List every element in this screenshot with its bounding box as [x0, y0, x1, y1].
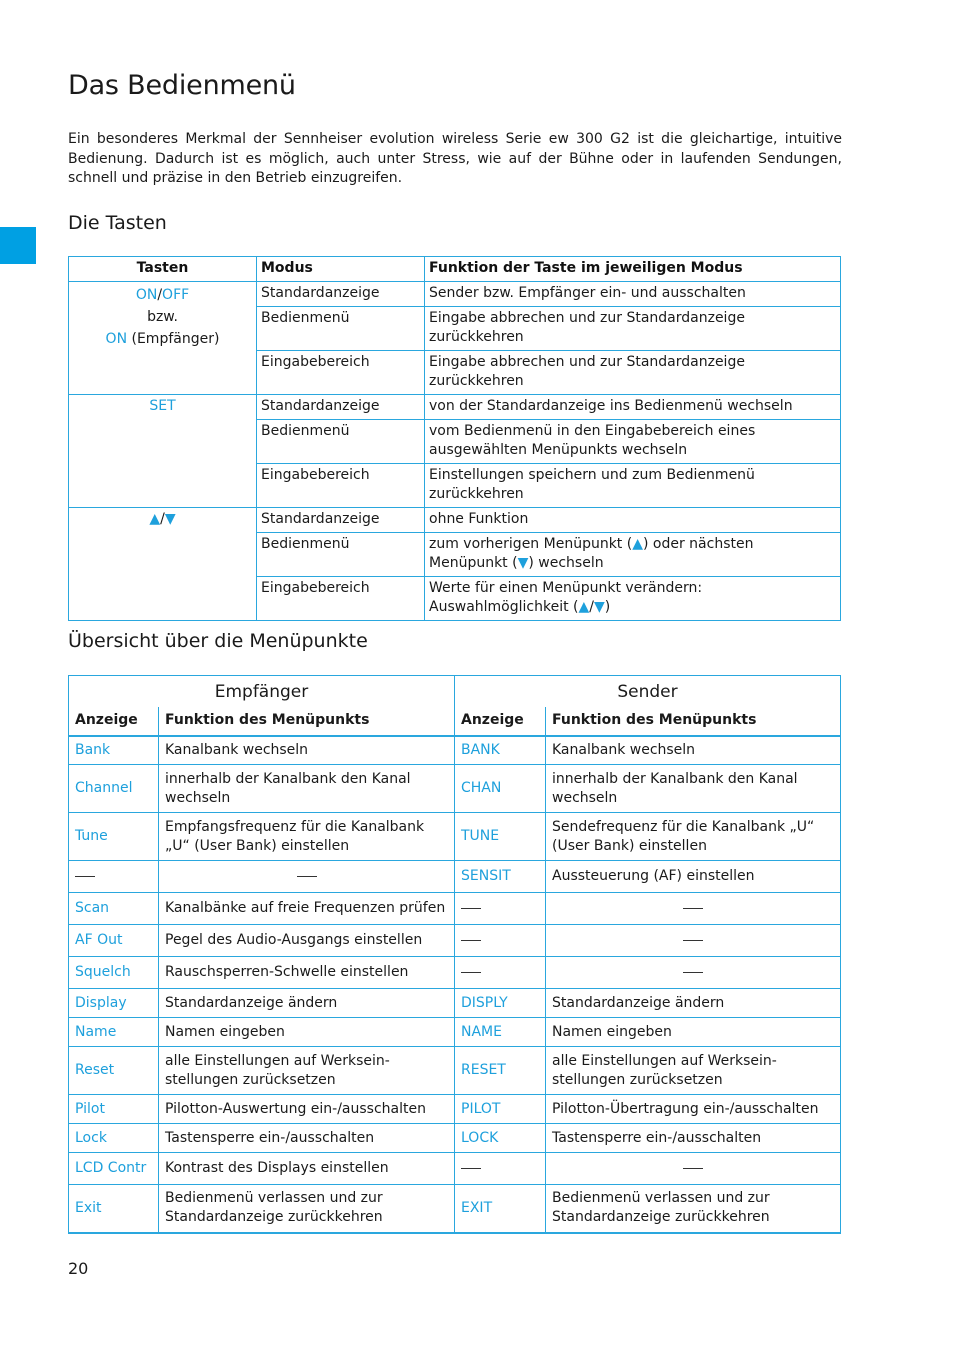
- key-slash: /: [157, 287, 163, 303]
- page-title: Das Bedienmenü: [68, 70, 296, 101]
- sender-display-cell: NAME: [455, 1018, 546, 1047]
- group-receiver: Empfänger: [69, 676, 455, 707]
- key-label-on-receiver: ON: [105, 331, 128, 347]
- empty-dash: [461, 908, 481, 909]
- table-row: [69, 1153, 841, 1185]
- empty-dash: [683, 908, 703, 909]
- receiver-display-cell: [69, 861, 159, 893]
- mode-cell: Bedienmenü: [257, 533, 425, 577]
- sender-function-cell: [546, 1153, 841, 1185]
- key-label-set: SET: [149, 398, 176, 414]
- table-row: [69, 282, 841, 307]
- empty-dash: [683, 1168, 703, 1169]
- sender-display-cell: [455, 925, 546, 957]
- receiver-display-cell: Squelch: [69, 957, 159, 989]
- table-row: [69, 989, 841, 1018]
- sender-display-cell: [455, 957, 546, 989]
- function-text: Werte für einen Menüpunkt verändern: Auswahlmöglichkeit (: [429, 580, 703, 615]
- table-row: [69, 1018, 841, 1047]
- header-receiver-function: Funktion des Menüpunkts: [159, 707, 455, 736]
- receiver-display-cell: Reset: [69, 1047, 159, 1095]
- sender-function-cell: Bedienmenü verlassen und zur Standardanzeige zurückkehren: [546, 1185, 841, 1233]
- up-arrow-icon: ▲: [149, 511, 161, 527]
- empty-dash: [461, 1168, 481, 1169]
- empty-dash: [75, 876, 95, 877]
- sender-display-cell: BANK: [455, 736, 546, 765]
- sender-function-cell: Aussteuerung (AF) einstellen: [546, 861, 841, 893]
- up-arrow-icon: ▲: [578, 599, 590, 615]
- receiver-function-cell: Namen eingeben: [159, 1018, 455, 1047]
- sender-function-cell: [546, 957, 841, 989]
- mode-cell: Standardanzeige: [257, 508, 425, 533]
- table-row: [69, 1185, 841, 1233]
- mode-cell: Standardanzeige: [257, 395, 425, 420]
- key-label-receiver: (Empfänger): [131, 331, 220, 347]
- key-up-down: [69, 508, 257, 621]
- keys-table: [68, 256, 841, 621]
- header-sender-function: Funktion des Menüpunkts: [546, 707, 841, 736]
- table-row: [69, 508, 841, 533]
- receiver-function-cell: Pegel des Audio-Ausgangs einstellen: [159, 925, 455, 957]
- receiver-function-cell: Pilotton-Auswertung ein-/ausschalten: [159, 1095, 455, 1124]
- sender-display-cell: RESET: [455, 1047, 546, 1095]
- mode-cell: Standardanzeige: [257, 282, 425, 307]
- header-keys: Tasten: [69, 257, 257, 282]
- receiver-function-cell: alle Einstellungen auf Werksein- stellungen zurücksetzen: [159, 1047, 455, 1095]
- receiver-display-cell: Scan: [69, 893, 159, 925]
- section-heading-keys: Die Tasten: [68, 212, 167, 234]
- down-arrow-icon: ▼: [164, 511, 176, 527]
- sender-display-cell: PILOT: [455, 1095, 546, 1124]
- down-arrow-icon: ▼: [594, 599, 605, 615]
- up-arrow-icon: ▲: [632, 536, 643, 552]
- table-row: [69, 765, 841, 813]
- function-cell: [425, 577, 841, 621]
- function-cell: ohne Funktion: [425, 508, 841, 533]
- receiver-function-cell: Rauschsperren-Schwelle einstellen: [159, 957, 455, 989]
- header-sender-display: Anzeige: [455, 707, 546, 736]
- empty-dash: [461, 972, 481, 973]
- sender-function-cell: innerhalb der Kanalbank den Kanal wechseln: [546, 765, 841, 813]
- empty-dash: [461, 940, 481, 941]
- table-row: [69, 813, 841, 861]
- function-cell: Eingabe abbrechen und zur Standardanzeige zurückkehren: [425, 351, 841, 395]
- header-function: Funktion der Taste im jeweiligen Modus: [425, 257, 841, 282]
- function-text: ) oder nächsten Menüpunkt (: [429, 536, 754, 571]
- table-row: [69, 395, 841, 420]
- function-cell: Eingabe abbrechen und zur Standardanzeige zurückkehren: [425, 307, 841, 351]
- empty-dash: [297, 876, 317, 877]
- mode-cell: Eingabebereich: [257, 577, 425, 621]
- receiver-display-cell: Exit: [69, 1185, 159, 1233]
- function-cell: von der Standardanzeige ins Bedienmenü wechseln: [425, 395, 841, 420]
- table-row: [69, 1047, 841, 1095]
- mode-cell: Eingabebereich: [257, 351, 425, 395]
- receiver-function-cell: Kanalbank wechseln: [159, 736, 455, 765]
- receiver-function-cell: Kanalbänke auf freie Frequenzen prüfen: [159, 893, 455, 925]
- table-row: [69, 1124, 841, 1153]
- receiver-display-cell: Lock: [69, 1124, 159, 1153]
- function-cell: Einstellungen speichern und zum Bedienmenü zurückkehren: [425, 464, 841, 508]
- sender-function-cell: Tastensperre ein-/ausschalten: [546, 1124, 841, 1153]
- receiver-function-cell: Kontrast des Displays einstellen: [159, 1153, 455, 1185]
- sender-display-cell: TUNE: [455, 813, 546, 861]
- mode-cell: Bedienmenü: [257, 307, 425, 351]
- key-label-off: OFF: [162, 287, 190, 303]
- mode-cell: Bedienmenü: [257, 420, 425, 464]
- sender-function-cell: Pilotton-Übertragung ein-/ausschalten: [546, 1095, 841, 1124]
- receiver-function-cell: Empfangsfrequenz für die Kanalbank „U“ (User Bank) einstellen: [159, 813, 455, 861]
- sender-function-cell: [546, 925, 841, 957]
- group-header-row: [69, 676, 841, 707]
- key-slash: /: [160, 511, 165, 527]
- function-text: zum vorherigen Menüpunkt (: [429, 536, 633, 552]
- sender-function-cell: Namen eingeben: [546, 1018, 841, 1047]
- receiver-display-cell: LCD Contr: [69, 1153, 159, 1185]
- table-row: [69, 1095, 841, 1124]
- empty-dash: [683, 972, 703, 973]
- receiver-function-cell: Tastensperre ein-/ausschalten: [159, 1124, 455, 1153]
- table-row: [69, 893, 841, 925]
- sender-display-cell: EXIT: [455, 1185, 546, 1233]
- sender-function-cell: Standardanzeige ändern: [546, 989, 841, 1018]
- key-label-on: ON: [135, 287, 158, 303]
- header-receiver-display: Anzeige: [69, 707, 159, 736]
- function-text: ): [604, 599, 611, 615]
- sender-function-cell: Kanalbank wechseln: [546, 736, 841, 765]
- table-row: [69, 861, 841, 893]
- function-cell: Sender bzw. Empfänger ein- und ausschalten: [425, 282, 841, 307]
- chapter-tab-marker: [0, 227, 36, 264]
- column-header-row: [69, 707, 841, 736]
- sender-display-cell: [455, 893, 546, 925]
- receiver-display-cell: Bank: [69, 736, 159, 765]
- receiver-display-cell: Pilot: [69, 1095, 159, 1124]
- sender-function-cell: alle Einstellungen auf Werksein- stellungen zurücksetzen: [546, 1047, 841, 1095]
- sender-display-cell: CHAN: [455, 765, 546, 813]
- receiver-display-cell: Channel: [69, 765, 159, 813]
- mode-cell: Eingabebereich: [257, 464, 425, 508]
- receiver-display-cell: Tune: [69, 813, 159, 861]
- page-number: 20: [68, 1259, 89, 1278]
- table-row: [69, 957, 841, 989]
- sender-display-cell: SENSIT: [455, 861, 546, 893]
- receiver-display-cell: Name: [69, 1018, 159, 1047]
- group-sender: Sender: [455, 676, 841, 707]
- function-text: /: [589, 599, 594, 615]
- function-cell: [425, 533, 841, 577]
- down-arrow-icon: ▼: [517, 555, 529, 571]
- sender-display-cell: DISPLY: [455, 989, 546, 1018]
- receiver-function-cell: Bedienmenü verlassen und zur Standardanzeige zurückkehren: [159, 1185, 455, 1233]
- menu-overview-table: [68, 675, 841, 1234]
- table-row: [69, 736, 841, 765]
- key-set: [69, 395, 257, 508]
- section-heading-menu-overview: Übersicht über die Menüpunkte: [68, 630, 368, 652]
- receiver-function-cell: Standardanzeige ändern: [159, 989, 455, 1018]
- receiver-function-cell: innerhalb der Kanalbank den Kanal wechseln: [159, 765, 455, 813]
- function-text: ) wechseln: [528, 555, 604, 571]
- sender-function-cell: Sendefrequenz für die Kanalbank „U“ (User Bank) einstellen: [546, 813, 841, 861]
- receiver-display-cell: AF Out: [69, 925, 159, 957]
- empty-dash: [683, 940, 703, 941]
- intro-paragraph: Ein besonderes Merkmal der Sennheiser evolution wireless Serie ew 300 G2 ist die gleichartige, intuitive Bedienung. Dadurch ist es möglich, auch unter Stress, wie auf der Bühne oder in laufenden Sendungen, schnell und präzise in den Betrieb einzugreifen.: [68, 131, 842, 186]
- key-label-bzw: bzw.: [147, 309, 178, 325]
- sender-display-cell: LOCK: [455, 1124, 546, 1153]
- receiver-function-cell: [159, 861, 455, 893]
- function-cell: vom Bedienmenü in den Eingabebereich eines ausgewählten Menüpunkts wechseln: [425, 420, 841, 464]
- key-on-off: [69, 282, 257, 395]
- receiver-display-cell: Display: [69, 989, 159, 1018]
- table-row: [69, 925, 841, 957]
- keys-table-header: [69, 257, 841, 282]
- sender-display-cell: [455, 1153, 546, 1185]
- header-mode: Modus: [257, 257, 425, 282]
- sender-function-cell: [546, 893, 841, 925]
